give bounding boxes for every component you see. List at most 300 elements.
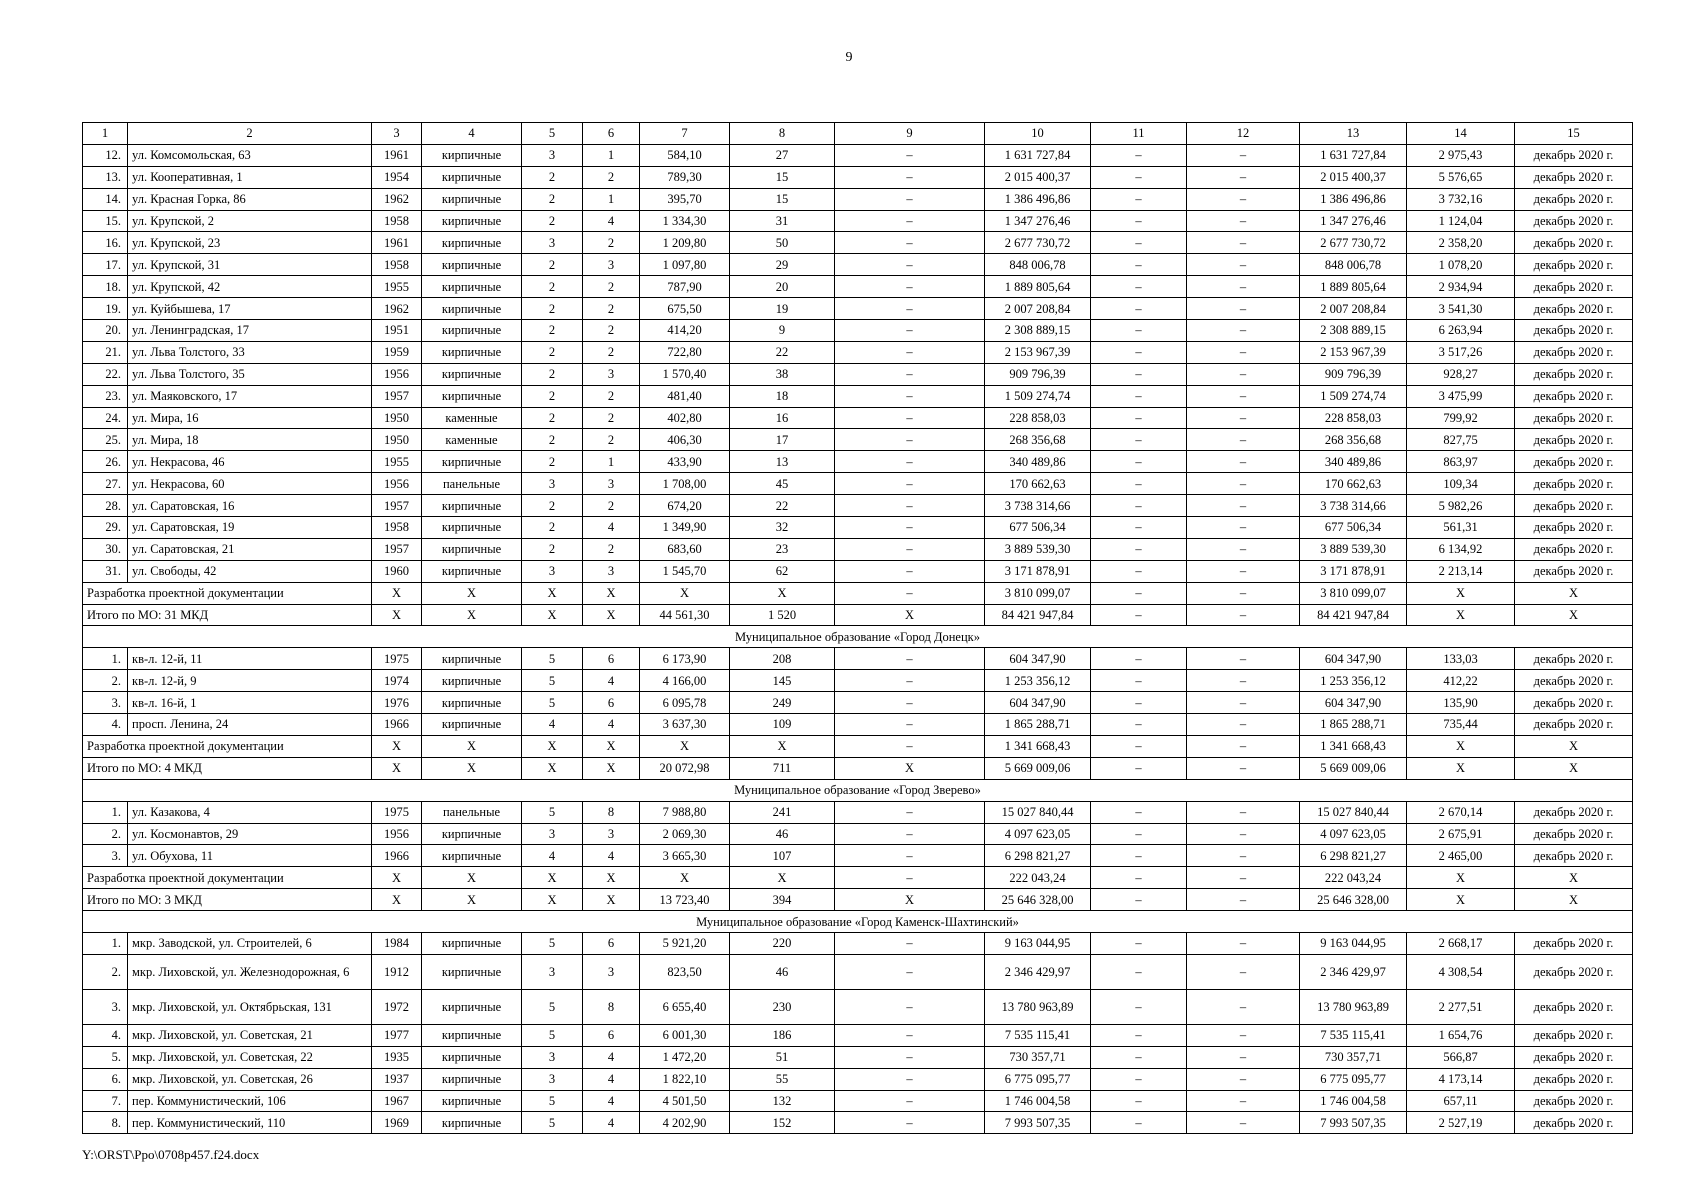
table-cell: 9 163 044,95 bbox=[985, 932, 1091, 954]
table-cell: 1 865 288,71 bbox=[1300, 714, 1407, 736]
row-number-cell: 14. bbox=[83, 188, 128, 210]
table-cell: декабрь 2020 г. bbox=[1515, 801, 1633, 823]
table-cell: – bbox=[1187, 320, 1300, 342]
table-cell: 3 bbox=[583, 254, 640, 276]
column-number-cell: 7 bbox=[640, 123, 730, 145]
row-number-cell: 17. bbox=[83, 254, 128, 276]
table-cell: 16 bbox=[730, 407, 835, 429]
table-cell: декабрь 2020 г. bbox=[1515, 385, 1633, 407]
table-cell: – bbox=[1091, 801, 1187, 823]
table-row bbox=[83, 320, 1633, 342]
table-cell: – bbox=[835, 188, 985, 210]
table-cell: – bbox=[1187, 714, 1300, 736]
table-cell: – bbox=[1091, 276, 1187, 298]
summary-cell: X bbox=[522, 582, 583, 604]
table-cell: 1957 bbox=[372, 385, 422, 407]
table-cell: – bbox=[1091, 932, 1187, 954]
table-cell: – bbox=[1187, 560, 1300, 582]
row-number-cell: 19. bbox=[83, 298, 128, 320]
table-cell: 62 bbox=[730, 560, 835, 582]
footer-file-path: Y:\ORST\Ppo\0708p457.f24.docx bbox=[82, 1147, 260, 1162]
table-cell: 2 015 400,37 bbox=[985, 166, 1091, 188]
table-cell: 2 bbox=[522, 407, 583, 429]
address-cell: ул. Казакова, 4 bbox=[128, 801, 372, 823]
table-cell: 1 097,80 bbox=[640, 254, 730, 276]
column-number-cell: 10 bbox=[985, 123, 1091, 145]
table-cell: – bbox=[1091, 363, 1187, 385]
row-number-cell: 30. bbox=[83, 538, 128, 560]
table-cell: – bbox=[1091, 538, 1187, 560]
row-number-cell: 18. bbox=[83, 276, 128, 298]
address-cell: ул. Свободы, 42 bbox=[128, 560, 372, 582]
table-cell: 1977 bbox=[372, 1024, 422, 1046]
table-cell: кирпичные bbox=[422, 254, 522, 276]
table-cell: кирпичные bbox=[422, 320, 522, 342]
row-number-cell: 2. bbox=[83, 670, 128, 692]
table-cell: кирпичные bbox=[422, 932, 522, 954]
table-cell: – bbox=[1187, 1090, 1300, 1112]
table-cell: 1955 bbox=[372, 451, 422, 473]
table-cell: 5 576,65 bbox=[1407, 166, 1515, 188]
table-row bbox=[83, 341, 1633, 363]
table-row bbox=[83, 517, 1633, 539]
summary-cell: X bbox=[583, 735, 640, 757]
row-number-cell: 31. bbox=[83, 560, 128, 582]
table-cell: 1 889 805,64 bbox=[1300, 276, 1407, 298]
table-cell: декабрь 2020 г. bbox=[1515, 276, 1633, 298]
table-cell: 1 746 004,58 bbox=[1300, 1090, 1407, 1112]
table-cell: – bbox=[1091, 954, 1187, 989]
summary-cell: – bbox=[1187, 735, 1300, 757]
summary-cell: X bbox=[640, 582, 730, 604]
summary-cell: X bbox=[583, 867, 640, 889]
summary-cell: X bbox=[522, 867, 583, 889]
table-cell: – bbox=[835, 801, 985, 823]
table-cell: 230 bbox=[730, 989, 835, 1024]
table-cell: 46 bbox=[730, 954, 835, 989]
table-cell: 1912 bbox=[372, 954, 422, 989]
table-cell: – bbox=[1187, 495, 1300, 517]
table-cell: 32 bbox=[730, 517, 835, 539]
table-row bbox=[83, 1024, 1633, 1046]
summary-cell: X bbox=[422, 604, 522, 626]
summary-cell: X bbox=[730, 582, 835, 604]
table-cell: кирпичные bbox=[422, 714, 522, 736]
table-cell: 152 bbox=[730, 1112, 835, 1134]
address-cell: ул. Мира, 18 bbox=[128, 429, 372, 451]
row-number-cell: 1. bbox=[83, 648, 128, 670]
address-cell: ул. Космонавтов, 29 bbox=[128, 823, 372, 845]
table-cell: – bbox=[1091, 298, 1187, 320]
table-cell: 2 308 889,15 bbox=[1300, 320, 1407, 342]
summary-cell: X bbox=[1515, 604, 1633, 626]
table-cell: – bbox=[1091, 385, 1187, 407]
table-row bbox=[83, 429, 1633, 451]
table-cell: 2 346 429,97 bbox=[985, 954, 1091, 989]
table-cell: 5 982,26 bbox=[1407, 495, 1515, 517]
address-cell: ул. Крупской, 2 bbox=[128, 210, 372, 232]
column-number-cell: 11 bbox=[1091, 123, 1187, 145]
table-cell: декабрь 2020 г. bbox=[1515, 254, 1633, 276]
table-cell: – bbox=[835, 166, 985, 188]
table-cell: – bbox=[1091, 1046, 1187, 1068]
table-cell: 1937 bbox=[372, 1068, 422, 1090]
table-cell: 20 bbox=[730, 276, 835, 298]
row-number-cell: 7. bbox=[83, 1090, 128, 1112]
table-cell: кирпичные bbox=[422, 823, 522, 845]
table-cell: – bbox=[835, 407, 985, 429]
table-cell: 5 bbox=[522, 989, 583, 1024]
table-cell: 55 bbox=[730, 1068, 835, 1090]
table-cell: кирпичные bbox=[422, 276, 522, 298]
table-cell: 3 889 539,30 bbox=[1300, 538, 1407, 560]
table-cell: 3 889 539,30 bbox=[985, 538, 1091, 560]
table-cell: 22 bbox=[730, 495, 835, 517]
table-cell: 2 bbox=[583, 232, 640, 254]
page-number: 9 bbox=[845, 50, 853, 65]
table-cell: 6 bbox=[583, 1024, 640, 1046]
table-cell: 3 171 878,91 bbox=[985, 560, 1091, 582]
address-cell: ул. Маяковского, 17 bbox=[128, 385, 372, 407]
table-cell: кирпичные bbox=[422, 648, 522, 670]
table-cell: 186 bbox=[730, 1024, 835, 1046]
table-cell: кирпичные bbox=[422, 538, 522, 560]
table-cell: – bbox=[835, 954, 985, 989]
column-number-cell: 8 bbox=[730, 123, 835, 145]
table-cell: – bbox=[1187, 363, 1300, 385]
table-cell: 2 465,00 bbox=[1407, 845, 1515, 867]
table-cell: – bbox=[1187, 670, 1300, 692]
table-cell: 1 078,20 bbox=[1407, 254, 1515, 276]
table-cell: 2 bbox=[583, 320, 640, 342]
table-cell: 3 bbox=[522, 473, 583, 495]
table-cell: 6 775 095,77 bbox=[1300, 1068, 1407, 1090]
table-cell: кирпичные bbox=[422, 560, 522, 582]
summary-cell: X bbox=[1407, 889, 1515, 911]
table-cell: 3 bbox=[583, 823, 640, 845]
table-cell: 8 bbox=[583, 801, 640, 823]
summary-row bbox=[83, 735, 1633, 757]
table-cell: 3 bbox=[522, 954, 583, 989]
table-cell: 4 166,00 bbox=[640, 670, 730, 692]
table-cell: 823,50 bbox=[640, 954, 730, 989]
table-cell: 4 bbox=[583, 517, 640, 539]
summary-cell: 1 341 668,43 bbox=[985, 735, 1091, 757]
address-cell: ул. Льва Толстого, 33 bbox=[128, 341, 372, 363]
table-cell: кирпичные bbox=[422, 363, 522, 385]
table-cell: кирпичные bbox=[422, 989, 522, 1024]
table-cell: 730 357,71 bbox=[1300, 1046, 1407, 1068]
table-row bbox=[83, 714, 1633, 736]
table-cell: – bbox=[1187, 298, 1300, 320]
table-cell: 1976 bbox=[372, 692, 422, 714]
table-cell: 3 637,30 bbox=[640, 714, 730, 736]
table-cell: 4 097 623,05 bbox=[985, 823, 1091, 845]
row-number-cell: 4. bbox=[83, 1024, 128, 1046]
table-cell: панельные bbox=[422, 473, 522, 495]
summary-cell: X bbox=[583, 757, 640, 779]
table-cell: 3 738 314,66 bbox=[1300, 495, 1407, 517]
table-cell: кирпичные bbox=[422, 845, 522, 867]
address-cell: ул. Мира, 16 bbox=[128, 407, 372, 429]
table-cell: 4 501,50 bbox=[640, 1090, 730, 1112]
table-cell: – bbox=[1187, 845, 1300, 867]
table-cell: 1972 bbox=[372, 989, 422, 1024]
summary-row bbox=[83, 889, 1633, 911]
table-cell: 1 124,04 bbox=[1407, 210, 1515, 232]
table-cell: кирпичные bbox=[422, 1024, 522, 1046]
table-cell: 1960 bbox=[372, 560, 422, 582]
address-cell: ул. Комсомольская, 63 bbox=[128, 144, 372, 166]
table-cell: декабрь 2020 г. bbox=[1515, 320, 1633, 342]
row-number-cell: 1. bbox=[83, 801, 128, 823]
table-cell: 2 bbox=[583, 341, 640, 363]
table-cell: 170 662,63 bbox=[1300, 473, 1407, 495]
table-cell: декабрь 2020 г. bbox=[1515, 363, 1633, 385]
summary-cell: X bbox=[522, 735, 583, 757]
table-cell: 2 bbox=[522, 385, 583, 407]
table-cell: 604 347,90 bbox=[1300, 648, 1407, 670]
table-cell: 1 570,40 bbox=[640, 363, 730, 385]
summary-cell: X bbox=[422, 867, 522, 889]
table-cell: – bbox=[1187, 407, 1300, 429]
table-cell: 2 934,94 bbox=[1407, 276, 1515, 298]
table-cell: 6 134,92 bbox=[1407, 538, 1515, 560]
table-cell: – bbox=[835, 1112, 985, 1134]
table-cell: 848 006,78 bbox=[985, 254, 1091, 276]
table-cell: 2 bbox=[583, 407, 640, 429]
table-cell: 412,22 bbox=[1407, 670, 1515, 692]
table-cell: декабрь 2020 г. bbox=[1515, 1068, 1633, 1090]
table-cell: декабрь 2020 г. bbox=[1515, 560, 1633, 582]
table-cell: – bbox=[1187, 385, 1300, 407]
summary-cell: X bbox=[730, 867, 835, 889]
table-cell: 1966 bbox=[372, 714, 422, 736]
column-number-cell: 2 bbox=[128, 123, 372, 145]
summary-cell: 1 341 668,43 bbox=[1300, 735, 1407, 757]
table-cell: 604 347,90 bbox=[985, 648, 1091, 670]
table-cell: 31 bbox=[730, 210, 835, 232]
table-cell: 7 993 507,35 bbox=[985, 1112, 1091, 1134]
table-cell: 228 858,03 bbox=[1300, 407, 1407, 429]
table-cell: кирпичные bbox=[422, 166, 522, 188]
summary-cell: – bbox=[1187, 867, 1300, 889]
table-cell: – bbox=[1187, 473, 1300, 495]
table-cell: – bbox=[835, 1090, 985, 1112]
table-cell: декабрь 2020 г. bbox=[1515, 429, 1633, 451]
table-cell: кирпичные bbox=[422, 670, 522, 692]
table-cell: 2 bbox=[522, 495, 583, 517]
address-cell: ул. Саратовская, 21 bbox=[128, 538, 372, 560]
table-cell: 2 bbox=[522, 166, 583, 188]
table-cell: декабрь 2020 г. bbox=[1515, 670, 1633, 692]
table-cell: – bbox=[835, 210, 985, 232]
summary-cell: X bbox=[522, 757, 583, 779]
table-cell: 2 bbox=[522, 298, 583, 320]
table-cell: 1 253 356,12 bbox=[985, 670, 1091, 692]
table-cell: 1 822,10 bbox=[640, 1068, 730, 1090]
table-cell: 1962 bbox=[372, 298, 422, 320]
table-cell: 4 bbox=[583, 670, 640, 692]
municipality-section-title: Муниципальное образование «Город Донецк» bbox=[83, 626, 1633, 648]
address-cell: мкр. Лиховской, ул. Октябрьская, 131 bbox=[128, 989, 372, 1024]
table-cell: 909 796,39 bbox=[985, 363, 1091, 385]
table-cell: 15 027 840,44 bbox=[985, 801, 1091, 823]
table-cell: 340 489,86 bbox=[1300, 451, 1407, 473]
table-row bbox=[83, 823, 1633, 845]
table-cell: 1958 bbox=[372, 517, 422, 539]
table-cell: 2 675,91 bbox=[1407, 823, 1515, 845]
table-cell: 6 298 821,27 bbox=[985, 845, 1091, 867]
table-cell: 1 bbox=[583, 451, 640, 473]
table-cell: 1950 bbox=[372, 407, 422, 429]
table-cell: декабрь 2020 г. bbox=[1515, 932, 1633, 954]
table-row bbox=[83, 451, 1633, 473]
table-cell: 15 bbox=[730, 188, 835, 210]
table-cell: 4 bbox=[583, 1112, 640, 1134]
table-cell: 2 bbox=[583, 429, 640, 451]
table-cell: 722,80 bbox=[640, 341, 730, 363]
table-cell: – bbox=[1091, 232, 1187, 254]
table-cell: – bbox=[1091, 648, 1187, 670]
summary-cell: 222 043,24 bbox=[985, 867, 1091, 889]
row-number-cell: 24. bbox=[83, 407, 128, 429]
table-cell: – bbox=[835, 989, 985, 1024]
table-cell: 657,11 bbox=[1407, 1090, 1515, 1112]
summary-cell: – bbox=[835, 867, 985, 889]
summary-cell: X bbox=[1515, 757, 1633, 779]
table-cell: кирпичные bbox=[422, 298, 522, 320]
table-cell: – bbox=[835, 254, 985, 276]
table-cell: кирпичные bbox=[422, 232, 522, 254]
row-number-cell: 26. bbox=[83, 451, 128, 473]
table-cell: – bbox=[1091, 407, 1187, 429]
table-cell: декабрь 2020 г. bbox=[1515, 495, 1633, 517]
summary-cell: 3 810 099,07 bbox=[1300, 582, 1407, 604]
table-cell: – bbox=[1091, 451, 1187, 473]
table-cell: 170 662,63 bbox=[985, 473, 1091, 495]
address-cell: ул. Крупской, 23 bbox=[128, 232, 372, 254]
table-cell: – bbox=[835, 648, 985, 670]
summary-cell: X bbox=[422, 582, 522, 604]
table-cell: – bbox=[835, 823, 985, 845]
table-row bbox=[83, 298, 1633, 320]
row-number-cell: 5. bbox=[83, 1046, 128, 1068]
table-row bbox=[83, 560, 1633, 582]
column-number-cell: 15 bbox=[1515, 123, 1633, 145]
table-cell: – bbox=[1187, 517, 1300, 539]
table-cell: 2 bbox=[583, 385, 640, 407]
address-cell: пер. Коммунистический, 110 bbox=[128, 1112, 372, 1134]
table-cell: 848 006,78 bbox=[1300, 254, 1407, 276]
table-cell: кирпичные bbox=[422, 188, 522, 210]
table-cell: кирпичные bbox=[422, 210, 522, 232]
row-number-cell: 6. bbox=[83, 1068, 128, 1090]
summary-cell: – bbox=[1187, 582, 1300, 604]
table-row bbox=[83, 692, 1633, 714]
table-cell: 29 bbox=[730, 254, 835, 276]
table-cell: 3 bbox=[522, 1068, 583, 1090]
table-cell: 109,34 bbox=[1407, 473, 1515, 495]
row-number-cell: 21. bbox=[83, 341, 128, 363]
column-number-cell: 6 bbox=[583, 123, 640, 145]
table-cell: декабрь 2020 г. bbox=[1515, 232, 1633, 254]
table-cell: 5 bbox=[522, 692, 583, 714]
table-cell: – bbox=[1091, 341, 1187, 363]
table-cell: – bbox=[835, 385, 985, 407]
table-cell: – bbox=[835, 1024, 985, 1046]
table-cell: 268 356,68 bbox=[985, 429, 1091, 451]
table-cell: – bbox=[1091, 144, 1187, 166]
table-cell: – bbox=[1091, 1090, 1187, 1112]
row-number-cell: 27. bbox=[83, 473, 128, 495]
table-cell: кирпичные bbox=[422, 954, 522, 989]
table-cell: – bbox=[835, 473, 985, 495]
table-cell: – bbox=[1187, 232, 1300, 254]
summary-cell: X bbox=[372, 757, 422, 779]
address-cell: ул. Ленинградская, 17 bbox=[128, 320, 372, 342]
table-cell: 1 889 805,64 bbox=[985, 276, 1091, 298]
table-cell: 8 bbox=[583, 989, 640, 1024]
table-cell: 2 bbox=[522, 188, 583, 210]
table-cell: – bbox=[835, 232, 985, 254]
table-cell: 3 bbox=[522, 144, 583, 166]
table-cell: 1967 bbox=[372, 1090, 422, 1112]
table-cell: 604 347,90 bbox=[1300, 692, 1407, 714]
table-cell: 2 670,14 bbox=[1407, 801, 1515, 823]
summary-row bbox=[83, 757, 1633, 779]
summary-cell: X bbox=[1515, 735, 1633, 757]
table-cell: 2 007 208,84 bbox=[985, 298, 1091, 320]
table-cell: 928,27 bbox=[1407, 363, 1515, 385]
table-row bbox=[83, 144, 1633, 166]
column-number-cell: 4 bbox=[422, 123, 522, 145]
table-cell: – bbox=[1187, 210, 1300, 232]
summary-row bbox=[83, 582, 1633, 604]
table-cell: 2 bbox=[583, 276, 640, 298]
table-cell: 1 708,00 bbox=[640, 473, 730, 495]
address-cell: кв-л. 12-й, 11 bbox=[128, 648, 372, 670]
table-cell: 132 bbox=[730, 1090, 835, 1112]
table-cell: 2 153 967,39 bbox=[1300, 341, 1407, 363]
table-cell: 799,92 bbox=[1407, 407, 1515, 429]
row-number-cell: 22. bbox=[83, 363, 128, 385]
table-cell: – bbox=[1187, 1024, 1300, 1046]
table-cell: – bbox=[835, 517, 985, 539]
table-cell: 1974 bbox=[372, 670, 422, 692]
table-cell: 561,31 bbox=[1407, 517, 1515, 539]
row-number-cell: 4. bbox=[83, 714, 128, 736]
table-cell: 2 bbox=[522, 451, 583, 473]
table-cell: – bbox=[835, 692, 985, 714]
row-number-cell: 3. bbox=[83, 845, 128, 867]
row-number-cell: 13. bbox=[83, 166, 128, 188]
table-cell: – bbox=[1091, 692, 1187, 714]
table-cell: – bbox=[835, 538, 985, 560]
address-cell: ул. Красная Горка, 86 bbox=[128, 188, 372, 210]
table-cell: 1954 bbox=[372, 166, 422, 188]
table-cell: – bbox=[1187, 451, 1300, 473]
row-number-cell: 2. bbox=[83, 823, 128, 845]
summary-cell: X bbox=[835, 889, 985, 911]
table-cell: – bbox=[835, 1046, 985, 1068]
summary-cell: 3 810 099,07 bbox=[985, 582, 1091, 604]
address-cell: кв-л. 12-й, 9 bbox=[128, 670, 372, 692]
summary-cell: X bbox=[583, 582, 640, 604]
table-cell: 1951 bbox=[372, 320, 422, 342]
table-cell: 1959 bbox=[372, 341, 422, 363]
table-cell: 584,10 bbox=[640, 144, 730, 166]
